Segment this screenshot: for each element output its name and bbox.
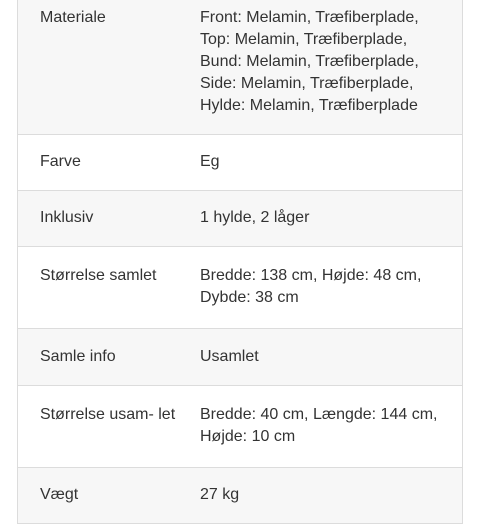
spec-label-text: let [158,406,176,423]
spec-label-text: Vægt [40,486,79,503]
spec-label [18,346,200,368]
spec-label [18,484,200,506]
spec-value [200,265,462,309]
spec-label [18,265,200,309]
spec-label [18,207,200,229]
spec-value [200,404,462,448]
spec-label-text: Størrelse samlet [40,267,157,284]
spec-value-text: Bund: Melamin, Træfiberplade, [200,53,419,70]
spec-row-samle-info [18,329,462,386]
spec-row-stoerrelse-samlet [18,247,462,329]
spec-value [200,7,462,117]
spec-value-text: Dybde: 38 cm [200,289,299,306]
spec-row-inklusiv [18,191,462,247]
spec-label-text: Samle info [40,348,116,365]
spec-value [200,207,462,229]
spec-label [18,7,200,117]
spec-label [18,151,200,173]
spec-label-text: Materiale [40,9,106,26]
spec-value [200,484,462,506]
spec-value [200,346,462,368]
spec-value-text: Bredde: 40 cm, Længde: 144 cm, [200,406,438,423]
spec-row-stoerrelse-usamlet [18,386,462,468]
spec-label-text: Inklusiv [40,209,94,226]
spec-value [200,151,462,173]
spec-value-text: Front: Melamin, Træfiberplade, [200,9,419,26]
spec-value-text: Top: Melamin, Træfiberplade, [200,31,408,48]
spec-row-vaegt [18,468,462,524]
product-spec-table [17,0,463,524]
spec-row-materiale [18,0,462,135]
spec-value-text: 27 kg [200,486,240,503]
spec-value-text: 1 hylde, 2 låger [200,209,310,226]
spec-value-text: Eg [200,153,220,170]
spec-value-text: Bredde: 138 cm, Højde: 48 cm, [200,267,422,284]
spec-label-text: Størrelse usam- [40,406,154,423]
spec-value-text: Usamlet [200,348,259,365]
spec-row-farve [18,135,462,191]
spec-value-text: Side: Melamin, Træfiberplade, [200,75,414,92]
spec-value-text: Hylde: Melamin, Træfiberplade [200,97,418,114]
spec-value-text: Højde: 10 cm [200,428,296,445]
spec-label [18,404,200,448]
spec-label-text: Farve [40,153,81,170]
